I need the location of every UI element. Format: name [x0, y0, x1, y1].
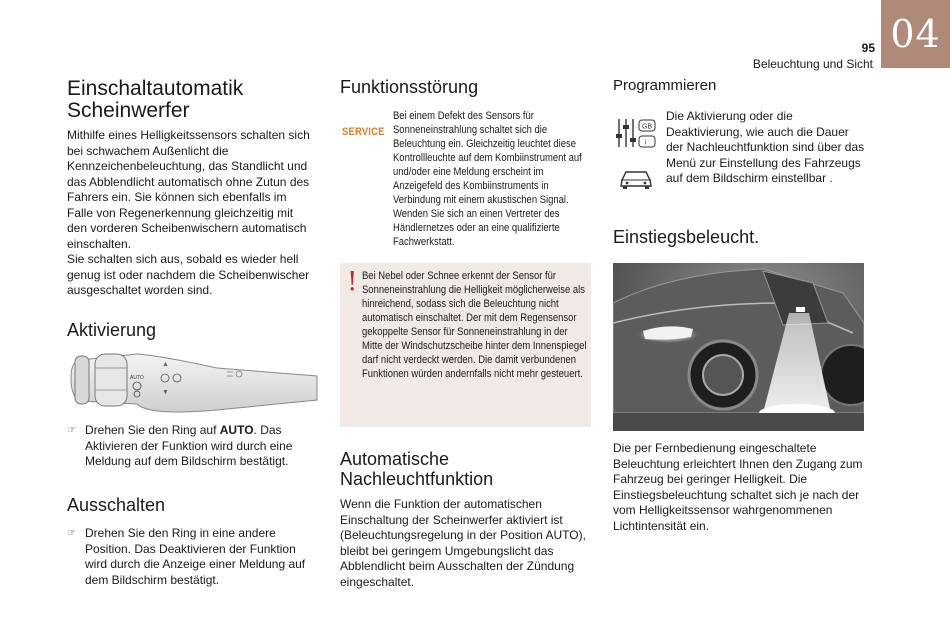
- deactivation-instruction: [67, 526, 312, 588]
- activation-auto-keyword: AUTO: [219, 423, 254, 437]
- page-number: 95: [861, 41, 875, 55]
- light-lever-illustration: [67, 346, 319, 426]
- bullet-icon: ☞: [67, 425, 76, 436]
- programming-text: Die Aktivierung oder die Deaktivierung, wie auch die Dauer der Nachleuchtfunktion sind über das Menü zur Einstellung des Fahrzeugs auf dem Bildschirm einstellbar .: [666, 109, 865, 185]
- activation-text-pre: Drehen Sie den Ring auf: [85, 423, 220, 437]
- welcome-lighting-text: Die per Fernbedienung eingeschaltete Beleuchtung erleichtert Ihnen den Zugang zum Fahrzeug bei geringer Helligkeit. Die Einstiegsbeleuchtung schaltet sich je nach der vom Helligkeitssensor wahrgenommenen Lichtintensität ein.: [613, 441, 863, 533]
- bullet-icon: ☞: [67, 528, 76, 539]
- section-title-activation: Aktivierung: [67, 320, 157, 340]
- svg-text:i: i: [644, 139, 647, 147]
- section-title-welcome-lighting: Einstiegsbeleucht.: [613, 227, 760, 247]
- chapter-number-tab: 04: [881, 0, 950, 68]
- activation-instruction: [67, 423, 312, 470]
- warning-text: Bei Nebel oder Schnee erkennt der Sensor für Sonneneinstrahlung die Helligkeit möglicherweise als hinreichend, sodass sich die Beleuchtung nicht automatisch einschaltet. Der mit dem Regensensor gekoppelte Sensor für Sonneneinstrahlung in der Mitte der Windschutzscheibe hinter dem Innenspiegel darf nicht verdeckt werden. Die damit verbundenen Funktionen würden andernfalls nicht mehr gesteuert.: [362, 270, 587, 380]
- svg-text:▼: ▼: [162, 389, 169, 396]
- section-title-deactivation: Ausschalten: [67, 495, 166, 515]
- chapter-title: Beleuchtung und Sicht: [752, 57, 873, 71]
- deactivation-text: Drehen Sie den Ring in eine andere Position. Das Deaktivieren der Funktion wird durch die Anzeige einer Meldung auf dem Bildschirm bestätigt.: [85, 526, 306, 587]
- follow-me-text: Wenn die Funktion der automatischen Einschaltung der Scheinwerfer aktiviert ist (Beleuchtungsregelung in der Position AUTO), bleibt bei geringem Umgebungslicht das Abblendlicht beim Ausschalten der Zündung eingeschaltet.: [340, 497, 586, 589]
- settings-sliders-icon: [615, 116, 657, 150]
- welcome-lighting-photo: [613, 263, 864, 431]
- malfunction-text: Bei einem Defekt des Sensors für Sonneneinstrahlung schaltet sich die Beleuchtung ein. Gleichzeitig leuchtet diese Kontrollleuchte auf dem Kombiinstrument auf und/oder eine Meldung erscheint im Anzeigefeld des Kombiinstruments in Verbindung mit einem akustischen Signal. Wenden Sie sich an einen Vertreter des Händlernetzes oder an eine qualifizierte Fachwerkstatt.: [393, 110, 582, 248]
- intro-paragraph-2: Sie schalten sich aus, sobald es wieder hell genug ist oder nachdem die Scheibenwischer ausgeschaltet worden sind.: [67, 252, 310, 297]
- section-title-follow-me: Automatische Nachleuchtfunktion: [340, 449, 494, 489]
- section-title-auto-headlights: Einschaltautomatik Scheinwerfer: [67, 77, 244, 122]
- intro-paragraph: Mithilfe eines Helligkeitssensors schalten sich bei schwachem Außenlicht die Kennzeichenbeleuchtung, das Standlicht und das Abblendlicht automatisch ohne Zutun des Fahrers ein. Sie können sich ebenfalls im Falle von Regenerkennung gleichzeitig mit den vorderen Scheibenwischern automatisch einschalten.: [67, 128, 310, 251]
- svg-text:▲: ▲: [162, 361, 169, 368]
- section-title-malfunction: Funktionsstörung: [340, 77, 479, 97]
- service-warning-icon: SERVICE: [342, 126, 385, 138]
- section-title-programming: Programmieren: [613, 77, 717, 94]
- activation-text-post: . Das Aktivieren der Funktion wird durch eine Meldung auf dem Bildschirm bestätigt.: [85, 423, 293, 468]
- warning-exclamation-icon: !: [347, 267, 358, 297]
- car-icon: [618, 168, 654, 190]
- gb-label: GB: [642, 123, 653, 131]
- lever-auto-label: AUTO: [130, 375, 144, 381]
